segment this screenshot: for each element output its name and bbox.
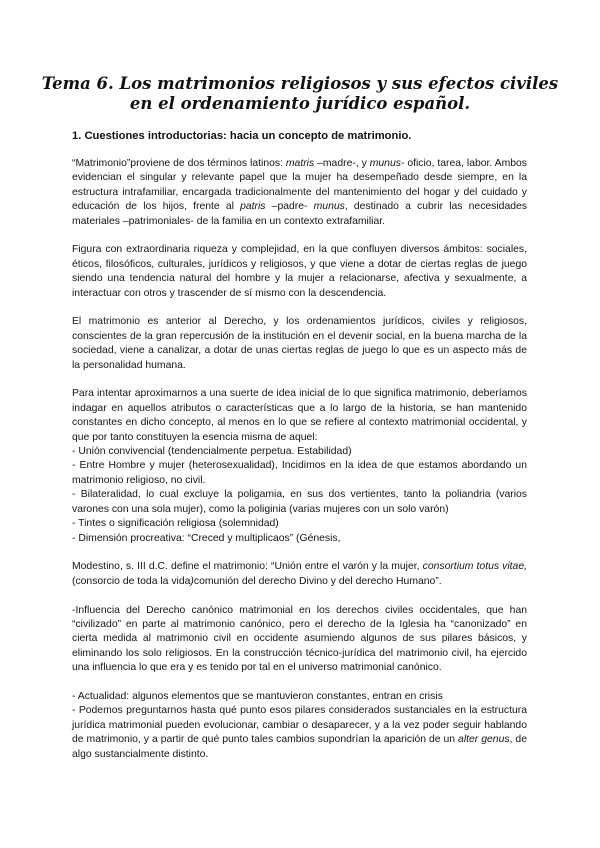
italic-term: patris (240, 201, 266, 213)
attributes-list (72, 445, 527, 546)
paragraph-attributes-intro: Para intentar aproximarnos a una suerte de idea inicial de lo que significa matrimonio, deberíamos indagar en aquellos atributos o características que a lo largo de la historia, se han mantenido constantes en dicho concepto, al menos en lo que se refiere al contexto matrimonial occidental, y que por tanto constituyen la esencia misma de aquel: (72, 388, 527, 443)
title-line-1: Tema 6. Los matrimonios religiosos y sus efectos civiles (41, 74, 559, 93)
list-item: - Bilateralidad, lo cual excluye la poligamia, en sus dos vertientes, tanto la poliandria (varios varones con una sola mujer), como la poliginia (varias mujeres con un solo varón) (72, 489, 527, 515)
text-run: , destinado a cubrir las necesidades materiales –patrimoniales- de la familia en un contexto extrafamiliar. (72, 201, 527, 227)
list-item: - Entre Hombre y mujer (heterosexualidad), Incidimos en la idea de que estamos abordando un matrimonio religioso, no civil. (72, 460, 527, 486)
text-run: –madre-, y (314, 158, 370, 169)
text-run: (consorcio de toda la vida (72, 575, 191, 587)
document-body (72, 157, 527, 762)
text-run: - oficio, tarea, labor. Ambos evidencian el singular y relevante papel que la mujer ha desempeñado desde siempre, en la estructura intrafamiliar, encargada tradicionalmente del mantenimiento del hogar y del cuidado y educación de los hijos, frente al (72, 158, 528, 213)
text-run: Modestino, s. III d.C. define el matrimonio: “Unión entre el varón y la mujer, (72, 561, 423, 573)
text-run: –padre- (265, 201, 314, 213)
text-run: “Matrimonio”proviene de dos términos latinos: (72, 158, 286, 169)
list-item: - Actualidad: algunos elementos que se mantuvieron constantes, entran en crisis (72, 690, 443, 702)
list-item: - Tintes o significación religiosa (solemnidad) (72, 518, 279, 530)
list-item: - Unión convivencial (tendencialmente perpetua. Estabilidad) (72, 446, 352, 458)
document-title (40, 74, 560, 114)
italic-term: matris (285, 158, 315, 169)
paragraph-actualidad (72, 690, 527, 762)
paragraph-canon-law-influence: -Influencia del Derecho canónico matrimonial en los derechos civiles occidentales, que han “civilizado” en parte al matrimonio canónico, pero el derecho de la Iglesia ha “canonizado” en cierta medida al matrimonio civil en occidente asumiendo algunos de sus pilares básicos, y eliminando los solo religiosos. En la construcción técnico-jurídica del matrimonio civil, ha ejercido una influencia lo que era y es tenido por tal en el universo matrimonial canónico. (72, 604, 527, 674)
paragraph-modestino (72, 560, 527, 589)
italic-term: munus (313, 201, 345, 213)
italic-term: alter genus (458, 734, 510, 746)
paragraph-figure: Figura con extraordinaria riqueza y complejidad, en la que confluyen diversos ámbitos: sociales, éticos, filosóficos, culturales, jurídicos y religiosos, y que viene a dotar de ciertas reglas de juego siendo una tendencia natural del hombre y la mujer a relacionarse, afectiva y sexualmente, a interactuar con otros y trascender de sí mismo con la descendencia. (72, 244, 527, 299)
text-run: - Podemos preguntarnos hasta qué punto esos pilares considerados sustanciales en la estructura jurídica matrimonial pueden evolucionar, cambiar o desaparecer, y a la vez poder seguir hablando de matrimonio, y a partir de qué punto tales cambios supondrían la aparición de un (72, 705, 527, 746)
list-item (72, 704, 527, 762)
paragraph-anterior-derecho: El matrimonio es anterior al Derecho, y los ordenamientos jurídicos, civiles y religiosos, conscientes de la gran repercusión de la institución en el devenir social, en la buena marcha de la sociedad, viene a canalizar, a dotar de unas ciertas reglas de juego lo que es un aspecto más de la personalidad humana. (72, 316, 527, 371)
italic-term: consortium totus vitae, (422, 561, 527, 573)
text-run: , de algo sustancialmente distinto. (72, 734, 527, 760)
text-run: comunión del derecho Divino y del derecho Humano”. (193, 575, 442, 587)
italic-term: munus (369, 158, 401, 169)
section-heading: 1. Cuestiones introductorias: hacia un concepto de matrimonio. (72, 130, 412, 142)
italic-term: ) (190, 575, 194, 587)
title-line-2: en el ordenamiento jurídico español. (129, 94, 471, 113)
paragraph-etymology (72, 157, 527, 229)
list-item: - Dimensión procreativa: “Creced y multiplicaos” (Génesis, (72, 532, 341, 544)
